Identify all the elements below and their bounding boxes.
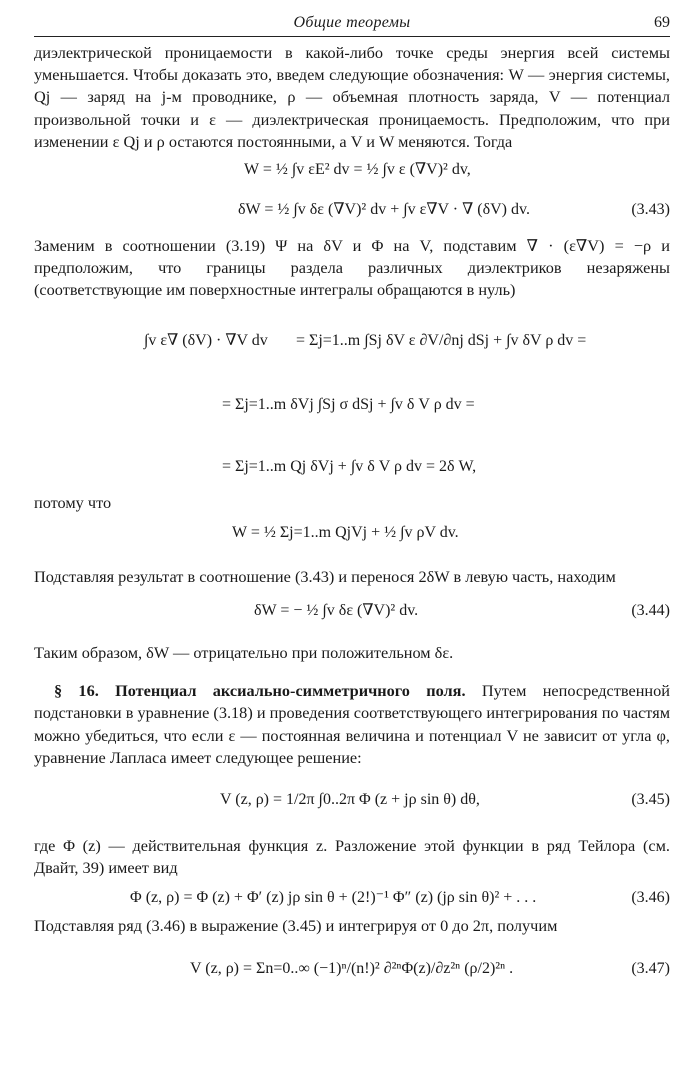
paragraph-2: Заменим в соотношении (3.19) Ψ на δV и Φ на V, подставим ∇ · (ε∇V) = −ρ и предположим, что границы раздела различных диэлектриков незаряжены (соответствующие им поверхностные интегралы обращаются в нуль) — [34, 236, 670, 300]
equation-3-47-body: V (z, ρ) = Σn=0..∞ (−1)ⁿ/(n!)² ∂²ⁿΦ(z)/∂z²ⁿ (ρ/2)²ⁿ . — [190, 959, 514, 977]
because-text: потому что — [34, 492, 112, 512]
equation-derivation — [34, 302, 670, 492]
page-number: 69 — [654, 14, 670, 31]
derivation-line-3: = Σj=1..m Qj δVj + ∫v δ V ρ dv = 2δ W, — [222, 457, 477, 475]
equation-number-3-43: (3.43) — [631, 201, 670, 219]
paragraph-6: Подставляя ряд (3.46) в выражение (3.45) и интегрируя от 0 до 2π, получим — [34, 916, 558, 936]
section-16-text: Путем непосредственной подстановки в уравнение (3.18) и проведения соответствующего интегрирования по частям можно убедиться, что если ε — постоянная величина и потенциал V не зависит от угла φ, уравнение Лапласа имеет следующее решение: — [34, 681, 670, 767]
paragraph-5: где Φ (z) — действительная функция z. Разложение этой функции в ряд Тейлора (см. Двайт, 39) имеет вид — [34, 836, 670, 878]
paragraph-4: Таким образом, δW — отрицательно при положительном δε. — [34, 643, 454, 663]
equation-3-44 — [34, 588, 670, 636]
derivation-line-2: = Σj=1..m δVj ∫Sj σ dSj + ∫v δ V ρ dv = — [222, 395, 475, 413]
equation-3-46-body: Φ (z, ρ) = Φ (z) + Φ′ (z) jρ sin θ + (2!)⁻¹ Φ″ (z) (jρ sin θ)² + . . . — [130, 889, 537, 907]
paragraph-1: диэлектрической проницаемости в какой-либо точке среды энергия всей системы уменьшается. Чтобы доказать это, введем следующие обозначения: W — энергия системы, Qj — заряд на j-м проводнике, ρ — объемная плотность заряда, V — потенциал произвольной точки и ε — диэлектрическая проницаемость. Предположим, что при изменении ε Qj и ρ остаются постоянными, а V и W меняются. Тогда — [34, 43, 670, 151]
equation-3-45-body: V (z, ρ) = 1/2π ∫0..2π Φ (z + jρ sin θ) dθ, — [220, 791, 480, 809]
section-16 — [34, 680, 670, 769]
paragraph-3: Подставляя результат в соотношение (3.43) и перенося 2δW в левую часть, находим — [34, 566, 616, 586]
equation-number-3-46: (3.46) — [631, 889, 670, 907]
equation-3-43-line-1: W = ½ ∫v εE² dv = ½ ∫v ε (∇V)² dv, — [244, 161, 471, 179]
page-body — [34, 42, 670, 998]
equation-3-43 — [34, 153, 670, 235]
derivation-line-1-lhs: ∫v ε∇ (δV) · ∇V dv — [144, 331, 268, 349]
section-16-title: Потенциал аксиально-симметричного поля. — [115, 681, 466, 701]
equation-number-3-47: (3.47) — [631, 959, 670, 977]
section-16-label: § 16. — [54, 681, 99, 701]
equation-3-43-line-2: δW = ½ ∫v δε (∇V)² dv + ∫v ε∇V · ∇ (δV) dv. — [238, 201, 530, 219]
equation-W-body: W = ½ Σj=1..m QjVj + ½ ∫v ρV dv. — [232, 523, 459, 541]
equation-3-45 — [34, 769, 670, 835]
equation-3-46 — [34, 879, 670, 915]
equation-W — [34, 514, 670, 566]
running-title: Общие теоремы — [293, 14, 411, 31]
equation-3-44-body: δW = − ½ ∫v δε (∇V)² dv. — [254, 602, 419, 620]
derivation-line-1-rhs: = Σj=1..m ∫Sj δV ε ∂V/∂nj dSj + ∫v δV ρ dv = — [296, 331, 587, 349]
running-header — [34, 10, 670, 37]
equation-number-3-44: (3.44) — [631, 602, 670, 620]
equation-number-3-45: (3.45) — [631, 791, 670, 809]
equation-3-47 — [34, 938, 670, 998]
